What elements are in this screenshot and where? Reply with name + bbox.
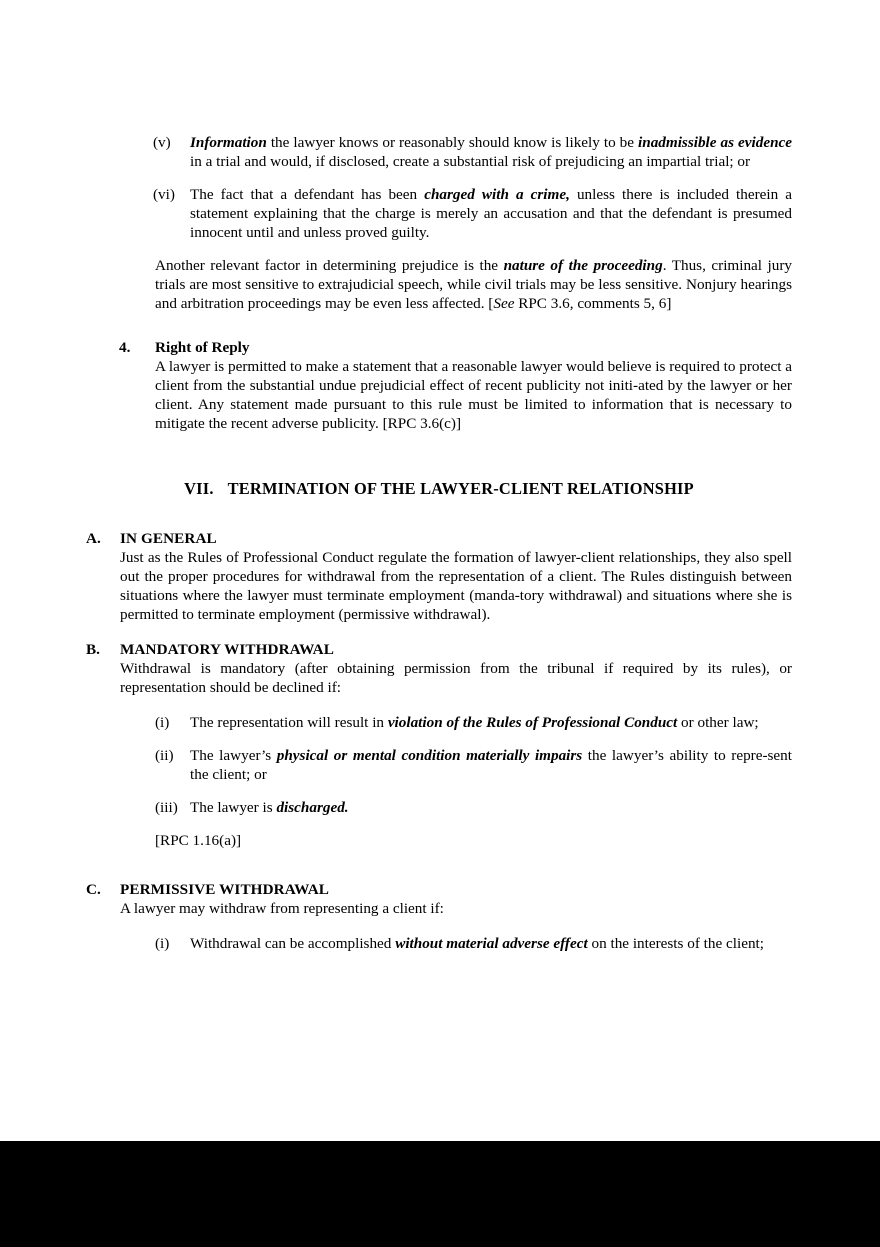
section-body: A lawyer may withdraw from representing a client if: bbox=[120, 900, 444, 917]
emphasis-text: discharged. bbox=[276, 799, 349, 816]
section-heading: Right of Reply bbox=[155, 339, 250, 356]
spacer bbox=[120, 697, 792, 713]
see-reference: See bbox=[493, 295, 515, 312]
item-before: Withdrawal can be accomplished bbox=[190, 935, 396, 952]
section-label: MANDATORY WITHDRAWAL bbox=[120, 641, 334, 658]
section-a bbox=[86, 529, 792, 624]
list-marker: (ii) bbox=[155, 747, 174, 764]
emphasis-text: Information bbox=[190, 134, 267, 151]
item-before: The representation will result in bbox=[190, 714, 388, 731]
page-content bbox=[86, 133, 792, 967]
para-after: RPC 3.6, comments 5, 6] bbox=[514, 295, 672, 312]
emphasis-text: charged with a crime, bbox=[424, 186, 570, 203]
item-v-mid: the lawyer knows or reasonably should know is likely to be bbox=[266, 134, 639, 151]
list-marker: (i) bbox=[155, 935, 170, 952]
spacer bbox=[86, 624, 792, 640]
list-item-text bbox=[190, 799, 349, 816]
section-number: 4. bbox=[119, 339, 131, 356]
list-item bbox=[86, 185, 792, 242]
section-letter: C. bbox=[86, 881, 101, 898]
section-letter: B. bbox=[86, 641, 100, 658]
scanner-black-band bbox=[0, 1141, 880, 1247]
list-item-text bbox=[190, 134, 792, 170]
emphasis-text: violation of the Rules of Professional Conduct bbox=[387, 714, 678, 731]
item-after: on the interests of the client; bbox=[587, 935, 764, 952]
list-item-text bbox=[190, 186, 792, 241]
item-before: The lawyer is bbox=[190, 799, 277, 816]
spacer bbox=[86, 850, 792, 880]
list-marker: (v) bbox=[153, 134, 171, 151]
list-item bbox=[120, 746, 792, 784]
list-item bbox=[120, 798, 792, 817]
nature-of-proceeding-paragraph bbox=[86, 256, 792, 313]
list-marker: (i) bbox=[155, 714, 170, 731]
list-item bbox=[86, 133, 792, 171]
emphasis-text: without material adverse effect bbox=[395, 935, 588, 952]
section-body: Withdrawal is mandatory (after obtaining permission from the tribunal if required by its rules), or representation should be declined if: bbox=[120, 660, 792, 696]
item-vi-before: The fact that a defendant has been bbox=[190, 186, 425, 203]
section-letter: A. bbox=[86, 530, 101, 547]
section-body: Just as the Rules of Professional Conduct regulate the formation of lawyer-client relationships, they also spell out the proper procedures for withdrawal from the representation of a client. The Rules distinguish between situations where the lawyer must terminate employment (manda-tory withdrawal) and situations where she is permitted to terminate employment (permissive withdrawal). bbox=[120, 549, 792, 623]
item-vi-after: unless there is included therein a statement explaining that the charge is merely an accusation and that the defendant is presumed innocent until and unless proved guilty. bbox=[190, 186, 792, 241]
title-text: TERMINATION OF THE LAWYER-CLIENT RELATIONSHIP bbox=[227, 479, 694, 498]
item-v-after: in a trial and would, if disclosed, create a substantial risk of prejudicing an impartial trial; or bbox=[190, 153, 751, 170]
list-marker: (vi) bbox=[153, 186, 175, 203]
title-numeral: VII. bbox=[184, 479, 214, 498]
spacer bbox=[86, 499, 792, 529]
section-label: PERMISSIVE WITHDRAWAL bbox=[120, 881, 330, 898]
item-before: The lawyer’s bbox=[190, 747, 277, 764]
section-b bbox=[86, 640, 792, 850]
para-before: Another relevant factor in determining prejudice is the bbox=[155, 257, 504, 274]
section-c bbox=[86, 880, 792, 953]
section-body: A lawyer is permitted to make a statement that a reasonable lawyer would believe is required to protect a client from the substantial undue prejudicial effect of recent publicity not initi-ated by the lawyer or her client. Any statement made pursuant to this rule must be limited to information that is necessary to mitigate the recent adverse publicity. [RPC 3.6(c)] bbox=[155, 358, 792, 432]
section-label: IN GENERAL bbox=[120, 530, 217, 547]
emphasis-text: physical or mental condition materially impairs bbox=[276, 747, 583, 764]
list-item bbox=[120, 934, 792, 953]
spacer bbox=[120, 918, 792, 934]
list-item bbox=[120, 713, 792, 732]
numbered-section-right-of-reply bbox=[86, 338, 792, 433]
emphasis-text: nature of the proceeding bbox=[503, 257, 663, 274]
spacer bbox=[86, 329, 792, 338]
item-after: or other law; bbox=[677, 714, 759, 731]
spacer bbox=[86, 433, 792, 479]
list-item-text bbox=[190, 935, 764, 952]
list-item-text bbox=[190, 747, 792, 783]
emphasis-text: inadmissible as evidence bbox=[638, 134, 793, 151]
item-after: the lawyer’s ability to repre-sent the client; or bbox=[190, 747, 792, 783]
list-item-text bbox=[190, 714, 759, 731]
para-mid: . Thus, criminal jury trials are most sensitive to extrajudicial speech, while civil trials may be less sensitive. Nonjury hearings and arbitration proceedings may be even less affected. [ bbox=[155, 257, 792, 312]
list-marker: (iii) bbox=[155, 799, 178, 816]
page-title bbox=[86, 479, 792, 499]
citation: [RPC 1.16(a)] bbox=[155, 832, 242, 849]
